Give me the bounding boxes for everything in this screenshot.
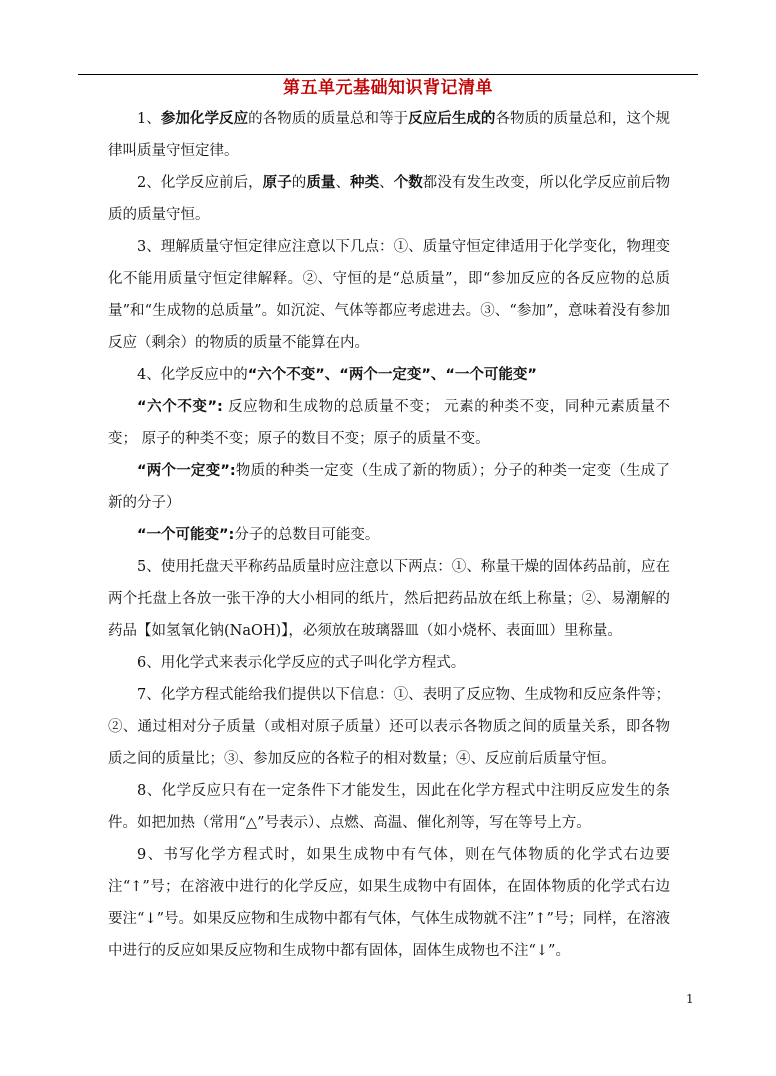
paragraph-8: 5、使用托盘天平称药品质量时应注意以下两点：①、称量干燥的固体药品前，应在两个托盘上各放一张干净的大小相同的纸片，然后把药品放在纸上称量；②、易潮解的药品【如氢氧化钠(NaOH)】，必须放在玻璃器皿（如小烧杯、表面皿）里称量。 [108,559,670,639]
bold-text: 参加化学反应 [160,111,249,127]
text: 1、 [137,111,161,127]
paragraph-6 [108,455,670,519]
text: 反应物和生成物的总质量不变； 元素的种类不变，同种元素质量不变； 原子的种类不变；原子的数目不变；原子的质量不变。 [108,399,671,447]
text: 都没有发生改变，所以化学反应前后物质的质量守恒。 [108,175,671,223]
text: 分子的总数目可能变。 [234,527,380,543]
paragraph-12: 9、书写化学方程式时，如果生成物中有气体，则在气体物质的化学式右边要注“↑”号；在溶液中进行的化学反应，如果生成物中有固体，在固体物质的化学式右边要注“↓”号。如果反应物和生成物中都有气体，气体生成物就不注”↑”号；同样，在溶液中进行的反应如果反应物和生成物中都有固体，固体生成物也不注“↓”。 [108,847,670,959]
paragraph-2 [108,167,670,231]
paragraph-3: 3、理解质量守恒定律应注意以下几点：①、质量守恒定律适用于化学变化，物理变化不能用质量守恒定律解释。②、守恒的是“总质量”，即“参加反应的各反应物的总质量”和“生成物的总质量”。如沉淀、气体等都应考虑进去。③、“参加”，意味着没有参加反应（剩余）的物质的质量不能算在内。 [108,239,670,351]
bold-text: 种类 [350,175,380,191]
page-number: 1 [686,992,694,1006]
paragraph-11: 8、化学反应只有在一定条件下才能发生，因此在化学方程式中注明反应发生的条件。如把加热（常用“△”号表示）、点燃、高温、催化剂等，写在等号上方。 [108,783,670,831]
term-label: “一个可能变”: [137,527,235,543]
text: 的 [291,175,307,191]
text: 、 [335,175,351,191]
text: 、 [379,175,394,191]
paragraph-4 [108,359,670,391]
text: 4、化学反应中的 [137,367,248,383]
document-body [108,103,670,967]
term-label: “六个不变”: [137,399,223,415]
bold-text: “六个不变”、“两个一定变”、“一个可能变” [247,367,537,383]
paragraph-9: 6、用化学式来表示化学反应的式子叫化学方程式。 [137,655,466,671]
bold-text: 个数 [393,175,423,191]
paragraph-1 [108,103,670,167]
page-title: 第五单元基础知识背记清单 [283,78,493,98]
text: 各物质的质量总和，这个规律叫质量守恒定律。 [108,111,671,159]
term-label: “两个一定变”: [137,463,236,479]
text: 的各物质的质量总和等于 [248,111,409,127]
paragraph-7 [108,519,670,551]
paragraph-10: 7、化学方程式能给我们提供以下信息：①、表明了反应物、生成物和反应条件等；②、通过相对分子质量（或相对原子质量）还可以表示各物质之间的质量关系，即各物质之间的质量比；③、参加反应的各粒子的相对数量；④、反应前后质量守恒。 [108,687,670,767]
bold-text: 反应后生成的 [408,111,496,127]
text: 2、化学反应前后， [137,175,263,191]
text: 物质的种类一定变（生成了新的物质）；分子的种类一定变（生成了新的分子） [108,463,671,511]
header-rule [78,74,698,75]
paragraph-5 [108,391,670,455]
bold-text: 原子 [262,175,292,191]
bold-text: 质量 [306,175,336,191]
